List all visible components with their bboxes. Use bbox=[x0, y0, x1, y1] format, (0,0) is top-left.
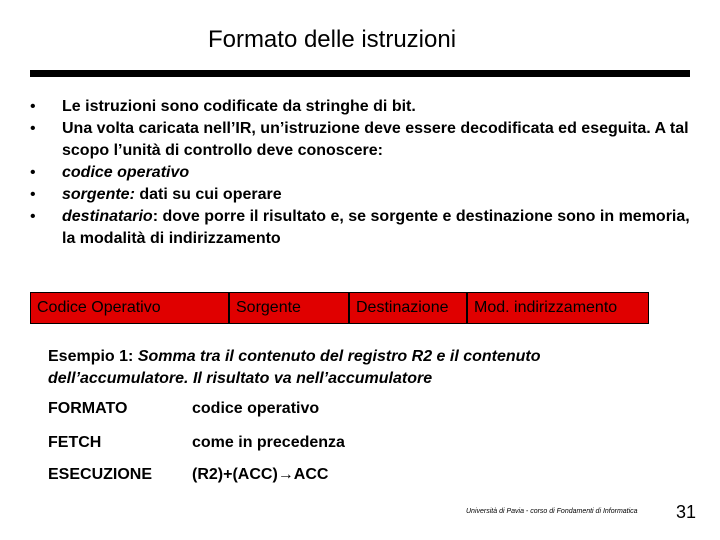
bullet-item bbox=[30, 184, 690, 206]
instruction-format-fields bbox=[30, 292, 649, 324]
bullet-term: codice operativo bbox=[62, 164, 190, 181]
example-label: Esempio 1: bbox=[48, 348, 138, 365]
bullet-item bbox=[30, 118, 690, 162]
field-source: Sorgente bbox=[229, 292, 349, 324]
row-value: come in precedenza bbox=[192, 434, 345, 451]
bullet-item bbox=[30, 96, 690, 118]
field-opcode: Codice Operativo bbox=[30, 292, 229, 324]
field-destination: Destinazione bbox=[349, 292, 467, 324]
row-value: codice operativo bbox=[192, 400, 320, 417]
example-description bbox=[48, 346, 668, 390]
bullet-text: Una volta caricata nell’IR, un’istruzione deve essere decodificata ed eseguita. A tal scopo l’unità di controllo deve conoscere: bbox=[62, 120, 689, 159]
page-number: 31 bbox=[676, 502, 697, 522]
row-key: FETCH bbox=[48, 434, 102, 451]
bullet-text: : dove porre il risultato e, se sorgente e destinazione sono in memoria, la modalità di indirizzamento bbox=[62, 208, 690, 247]
slide-title: Formato delle istruzioni bbox=[207, 26, 457, 53]
bullet-text: dati su cui operare bbox=[134, 186, 282, 203]
row-value: (R2)+(ACC)→ACC bbox=[192, 466, 329, 483]
bullet-term: sorgente: bbox=[62, 186, 135, 203]
bullet-list bbox=[30, 96, 690, 250]
field-addressing-mode: Mod. indirizzamento bbox=[467, 292, 649, 324]
bullet-item bbox=[30, 162, 690, 184]
bullet-item bbox=[30, 206, 690, 250]
title-divider bbox=[30, 70, 690, 77]
footer-text: Università di Pavia - corso di Fondamenti di Informatica bbox=[466, 508, 638, 515]
example-text: Somma tra il contenuto del registro R2 e il contenuto dell’accumulatore. Il risultato va nell’accumulatore bbox=[48, 348, 541, 387]
bullet-term: destinatario bbox=[62, 208, 153, 225]
bullet-text: Le istruzioni sono codificate da stringhe di bit. bbox=[62, 98, 416, 115]
row-key: ESECUZIONE bbox=[48, 466, 153, 483]
row-key: FORMATO bbox=[48, 400, 128, 417]
